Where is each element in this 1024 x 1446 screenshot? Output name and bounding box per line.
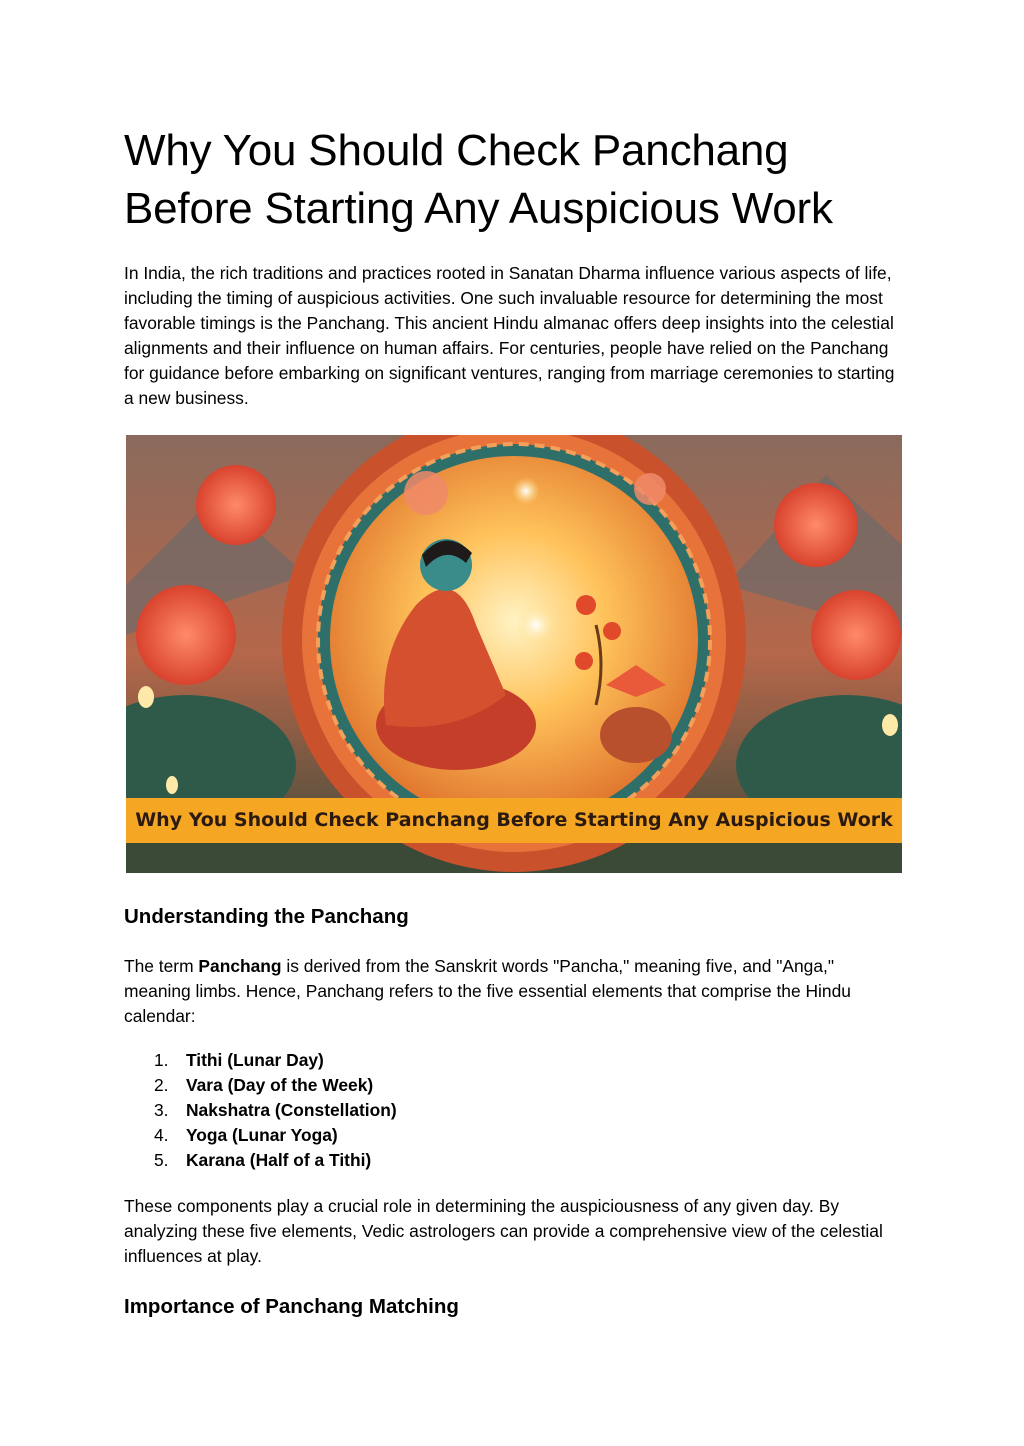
list-item-text: Karana (Half of a Tithi) — [186, 1150, 372, 1170]
list-item — [124, 1048, 904, 1073]
list-item — [124, 1073, 904, 1098]
hero-banner-text: Why You Should Check Panchang Before Starting Any Auspicious Work — [135, 809, 893, 831]
list-item-number: 4. — [154, 1125, 169, 1145]
list-item — [124, 1098, 904, 1123]
components-paragraph: These components play a crucial role in determining the auspiciousness of any given day. By analyzing these five elements, Vedic astrologers can provide a comprehensive view of the celestial influences at play. — [124, 1196, 883, 1266]
intro-paragraph: In India, the rich traditions and practices rooted in Sanatan Dharma influence various aspects of life, including the timing of auspicious activities. One such invaluable resource for determining the most favorable timings is the Panchang. This ancient Hindu almanac offers deep insights into the celestial alignments and their influence on human affairs. For centuries, people have relied on the Panchang for guidance before embarking on significant ventures, ranging from marriage ceremonies to starting a new business. — [124, 263, 895, 408]
para-suffix: is derived from the Sanskrit words "Pancha," meaning five, and "Anga," meaning limbs. Hence, Panchang refers to the five essential elements that comprise the Hindu calendar: — [124, 956, 851, 1026]
list-item-number: 3. — [154, 1100, 169, 1120]
list-item-number: 5. — [154, 1150, 169, 1170]
list-item-text: Nakshatra (Constellation) — [186, 1100, 397, 1120]
list-item-text: Tithi (Lunar Day) — [186, 1050, 324, 1070]
panchang-term: Panchang — [198, 956, 282, 976]
panchang-definition-paragraph — [124, 954, 904, 1029]
list-item-number: 1. — [154, 1050, 169, 1070]
section-heading-importance: Importance of Panchang Matching — [124, 1295, 459, 1318]
panchang-elements-list — [124, 1048, 904, 1173]
list-item-text: Vara (Day of the Week) — [186, 1075, 374, 1095]
list-item — [124, 1123, 904, 1148]
hero-illustration — [126, 435, 902, 873]
list-item-number: 2. — [154, 1075, 169, 1095]
list-item — [124, 1148, 904, 1173]
list-item-text: Yoga (Lunar Yoga) — [186, 1125, 338, 1145]
section-heading-understanding: Understanding the Panchang — [124, 905, 409, 928]
page-title: Why You Should Check Panchang Before Starting Any Auspicious Work — [124, 126, 833, 233]
para-prefix: The term — [124, 956, 199, 976]
